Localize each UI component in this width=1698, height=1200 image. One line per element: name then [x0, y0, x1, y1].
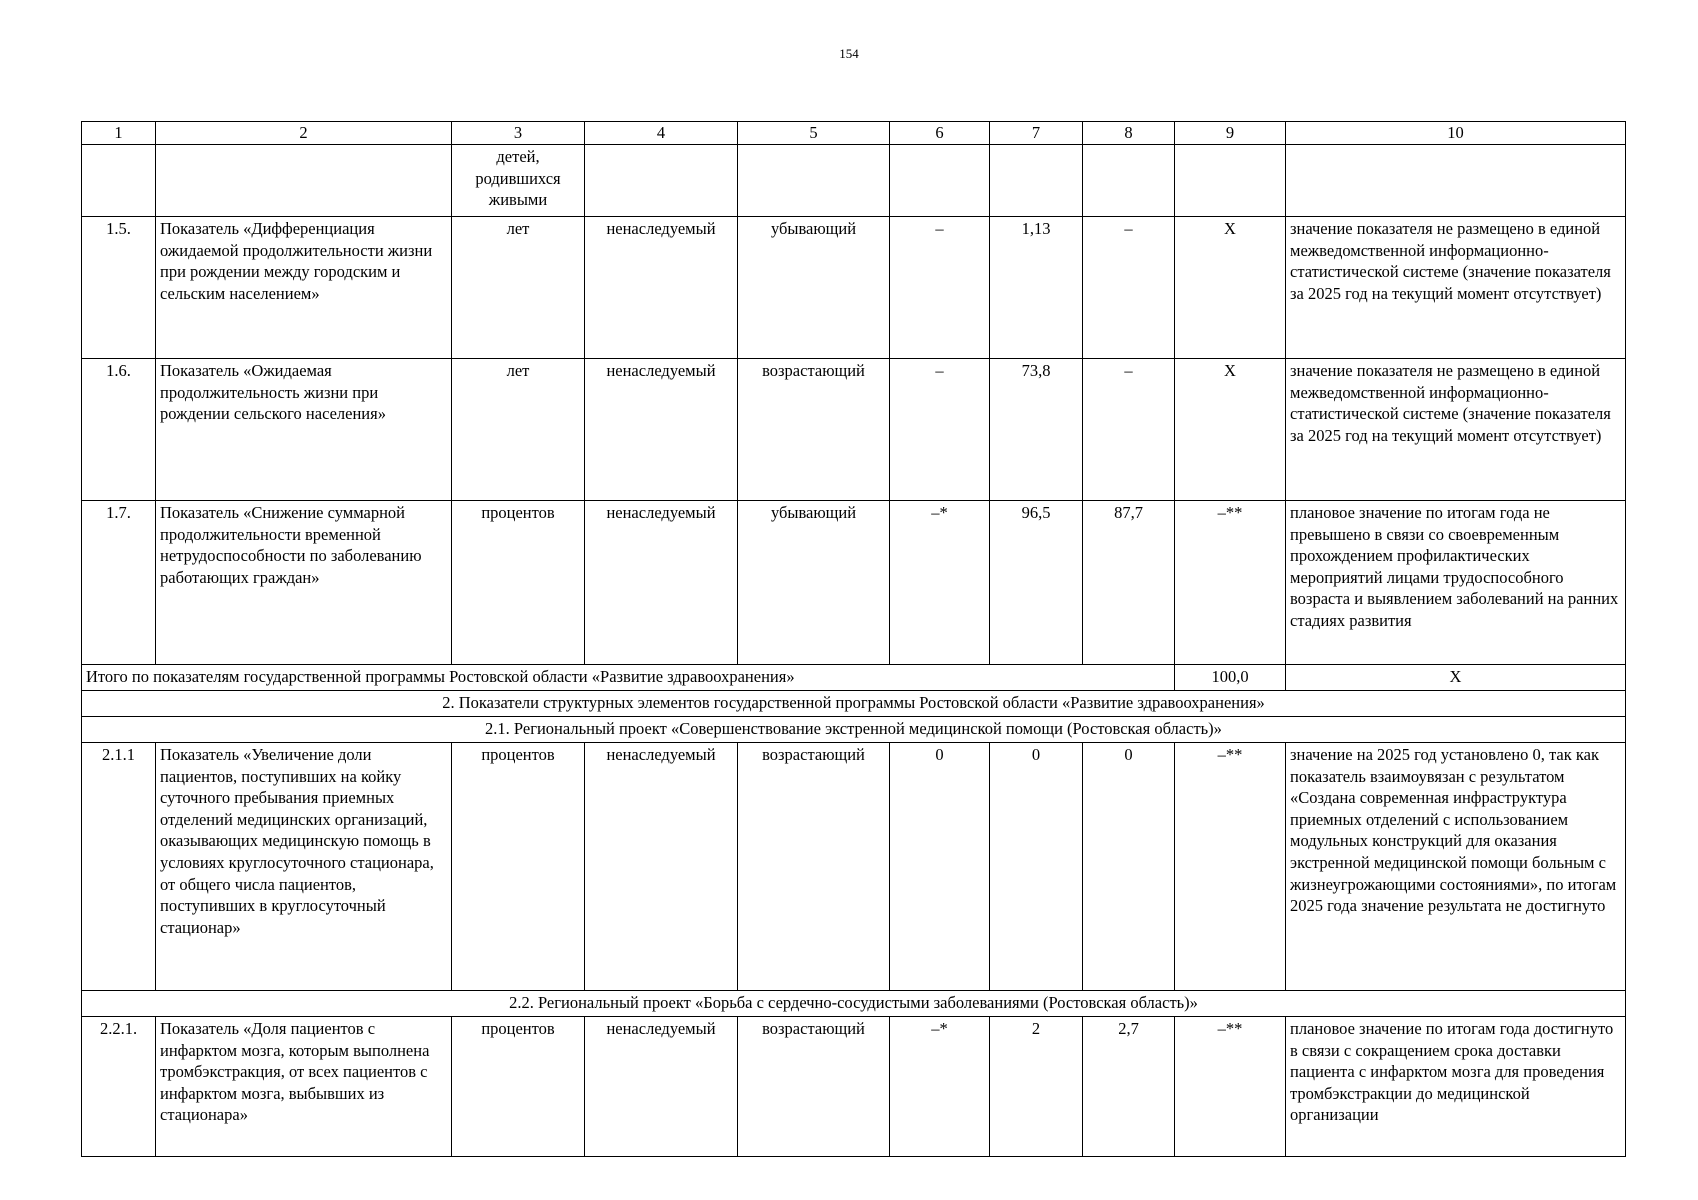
indicator-name: Показатель «Ожидаемая продолжительность жизни при рождении сельского населения»: [156, 359, 452, 501]
type-cell: ненаследуемый: [585, 1017, 738, 1157]
value-cell: –*: [890, 1017, 990, 1157]
unit-cell: детей, родившихся живыми: [452, 145, 585, 217]
direction-cell: убывающий: [738, 217, 890, 359]
subsection-title: 2.1. Региональный проект «Совершенствование экстренной медицинской помощи (Ростовская область)»: [82, 717, 1626, 743]
column-header: 10: [1286, 122, 1626, 145]
indicator-name: Показатель «Увеличение доли пациентов, поступивших на койку суточного пребывания приемных отделений медицинских организаций, оказывающих медицинскую помощь в условиях круглосуточного стационара, от общего числа пациентов, поступивших в круглосуточный стационар»: [156, 743, 452, 991]
unit-cell: лет: [452, 359, 585, 501]
value-cell: 96,5: [990, 501, 1083, 665]
row-number: 2.1.1: [82, 743, 156, 991]
column-header: 1: [82, 122, 156, 145]
value-cell: –: [1083, 359, 1175, 501]
column-header: 8: [1083, 122, 1175, 145]
subsection-header-row: [82, 717, 1626, 743]
continuation-row: [82, 145, 1626, 217]
value-cell: 0: [990, 743, 1083, 991]
unit-cell: процентов: [452, 1017, 585, 1157]
value-cell: –: [1083, 217, 1175, 359]
unit-cell: процентов: [452, 501, 585, 665]
value-cell: –: [890, 217, 990, 359]
column-header: 5: [738, 122, 890, 145]
section-header-row: [82, 691, 1626, 717]
note-cell: значение показателя не размещено в единой межведомственной информационно-статистической системе (значение показателя за 2025 год на текущий момент отсутствует): [1286, 217, 1626, 359]
value-cell: Х: [1175, 359, 1286, 501]
unit-cell: процентов: [452, 743, 585, 991]
note-cell: значение показателя не размещено в единой межведомственной информационно-статистической системе (значение показателя за 2025 год на текущий момент отсутствует): [1286, 359, 1626, 501]
column-header: 9: [1175, 122, 1286, 145]
value-cell: 2: [990, 1017, 1083, 1157]
value-cell: –**: [1175, 743, 1286, 991]
indicator-name: Показатель «Снижение суммарной продолжительности временной нетрудоспособности по заболеванию работающих граждан»: [156, 501, 452, 665]
value-cell: 1,13: [990, 217, 1083, 359]
row-number: 1.6.: [82, 359, 156, 501]
column-header: 4: [585, 122, 738, 145]
row-number: 2.2.1.: [82, 1017, 156, 1157]
section-title: 2. Показатели структурных элементов государственной программы Ростовской области «Развитие здравоохранения»: [82, 691, 1626, 717]
type-cell: ненаследуемый: [585, 501, 738, 665]
subsection-header-row: [82, 991, 1626, 1017]
value-cell: –*: [890, 501, 990, 665]
direction-cell: убывающий: [738, 501, 890, 665]
subsection-title: 2.2. Региональный проект «Борьба с сердечно-сосудистыми заболеваниями (Ростовская область)»: [82, 991, 1626, 1017]
page-number: 154: [839, 46, 859, 61]
table-row: [82, 217, 1626, 359]
unit-cell: лет: [452, 217, 585, 359]
total-value: 100,0: [1175, 665, 1286, 691]
row-number: 1.5.: [82, 217, 156, 359]
column-header: 7: [990, 122, 1083, 145]
type-cell: ненаследуемый: [585, 217, 738, 359]
total-row: [82, 665, 1626, 691]
table-row: [82, 743, 1626, 991]
table-row: [82, 359, 1626, 501]
value-cell: 2,7: [1083, 1017, 1175, 1157]
type-cell: ненаследуемый: [585, 359, 738, 501]
note-cell: значение на 2025 год установлено 0, так как показатель взаимоувязан с результатом «Создана современная инфраструктура приемных отделений с использованием модульных конструкций для оказания экстренной медицинской помощи больным с жизнеугрожающими состояниями», по итогам 2025 года значение результата не достигнуто: [1286, 743, 1626, 991]
column-header: 3: [452, 122, 585, 145]
row-number: 1.7.: [82, 501, 156, 665]
direction-cell: возрастающий: [738, 359, 890, 501]
indicators-table: [81, 121, 1626, 1157]
table-row: [82, 501, 1626, 665]
column-header: 6: [890, 122, 990, 145]
table-row: [82, 1017, 1626, 1157]
value-cell: 0: [1083, 743, 1175, 991]
value-cell: –**: [1175, 1017, 1286, 1157]
value-cell: 87,7: [1083, 501, 1175, 665]
column-header: 2: [156, 122, 452, 145]
note-cell: плановое значение по итогам года не превышено в связи со своевременным прохождением профилактических мероприятий лицами трудоспособного возраста и выявлением заболеваний на ранних стадиях развития: [1286, 501, 1626, 665]
type-cell: ненаследуемый: [585, 743, 738, 991]
value-cell: Х: [1175, 217, 1286, 359]
total-label: Итого по показателям государственной программы Ростовской области «Развитие здравоохранения»: [82, 665, 1175, 691]
direction-cell: возрастающий: [738, 743, 890, 991]
value-cell: –: [890, 359, 990, 501]
value-cell: 73,8: [990, 359, 1083, 501]
column-number-row: [82, 122, 1626, 145]
value-cell: –**: [1175, 501, 1286, 665]
note-cell: плановое значение по итогам года достигнуто в связи с сокращением срока доставки пациента с инфарктом мозга для проведения тромбэкстракции до медицинской организации: [1286, 1017, 1626, 1157]
indicator-name: Показатель «Дифференциация ожидаемой продолжительности жизни при рождении между городским и сельским населением»: [156, 217, 452, 359]
total-note: Х: [1286, 665, 1626, 691]
value-cell: 0: [890, 743, 990, 991]
direction-cell: возрастающий: [738, 1017, 890, 1157]
indicator-name: Показатель «Доля пациентов с инфарктом мозга, которым выполнена тромбэкстракция, от всех пациентов с инфарктом мозга, выбывших из стационара»: [156, 1017, 452, 1157]
